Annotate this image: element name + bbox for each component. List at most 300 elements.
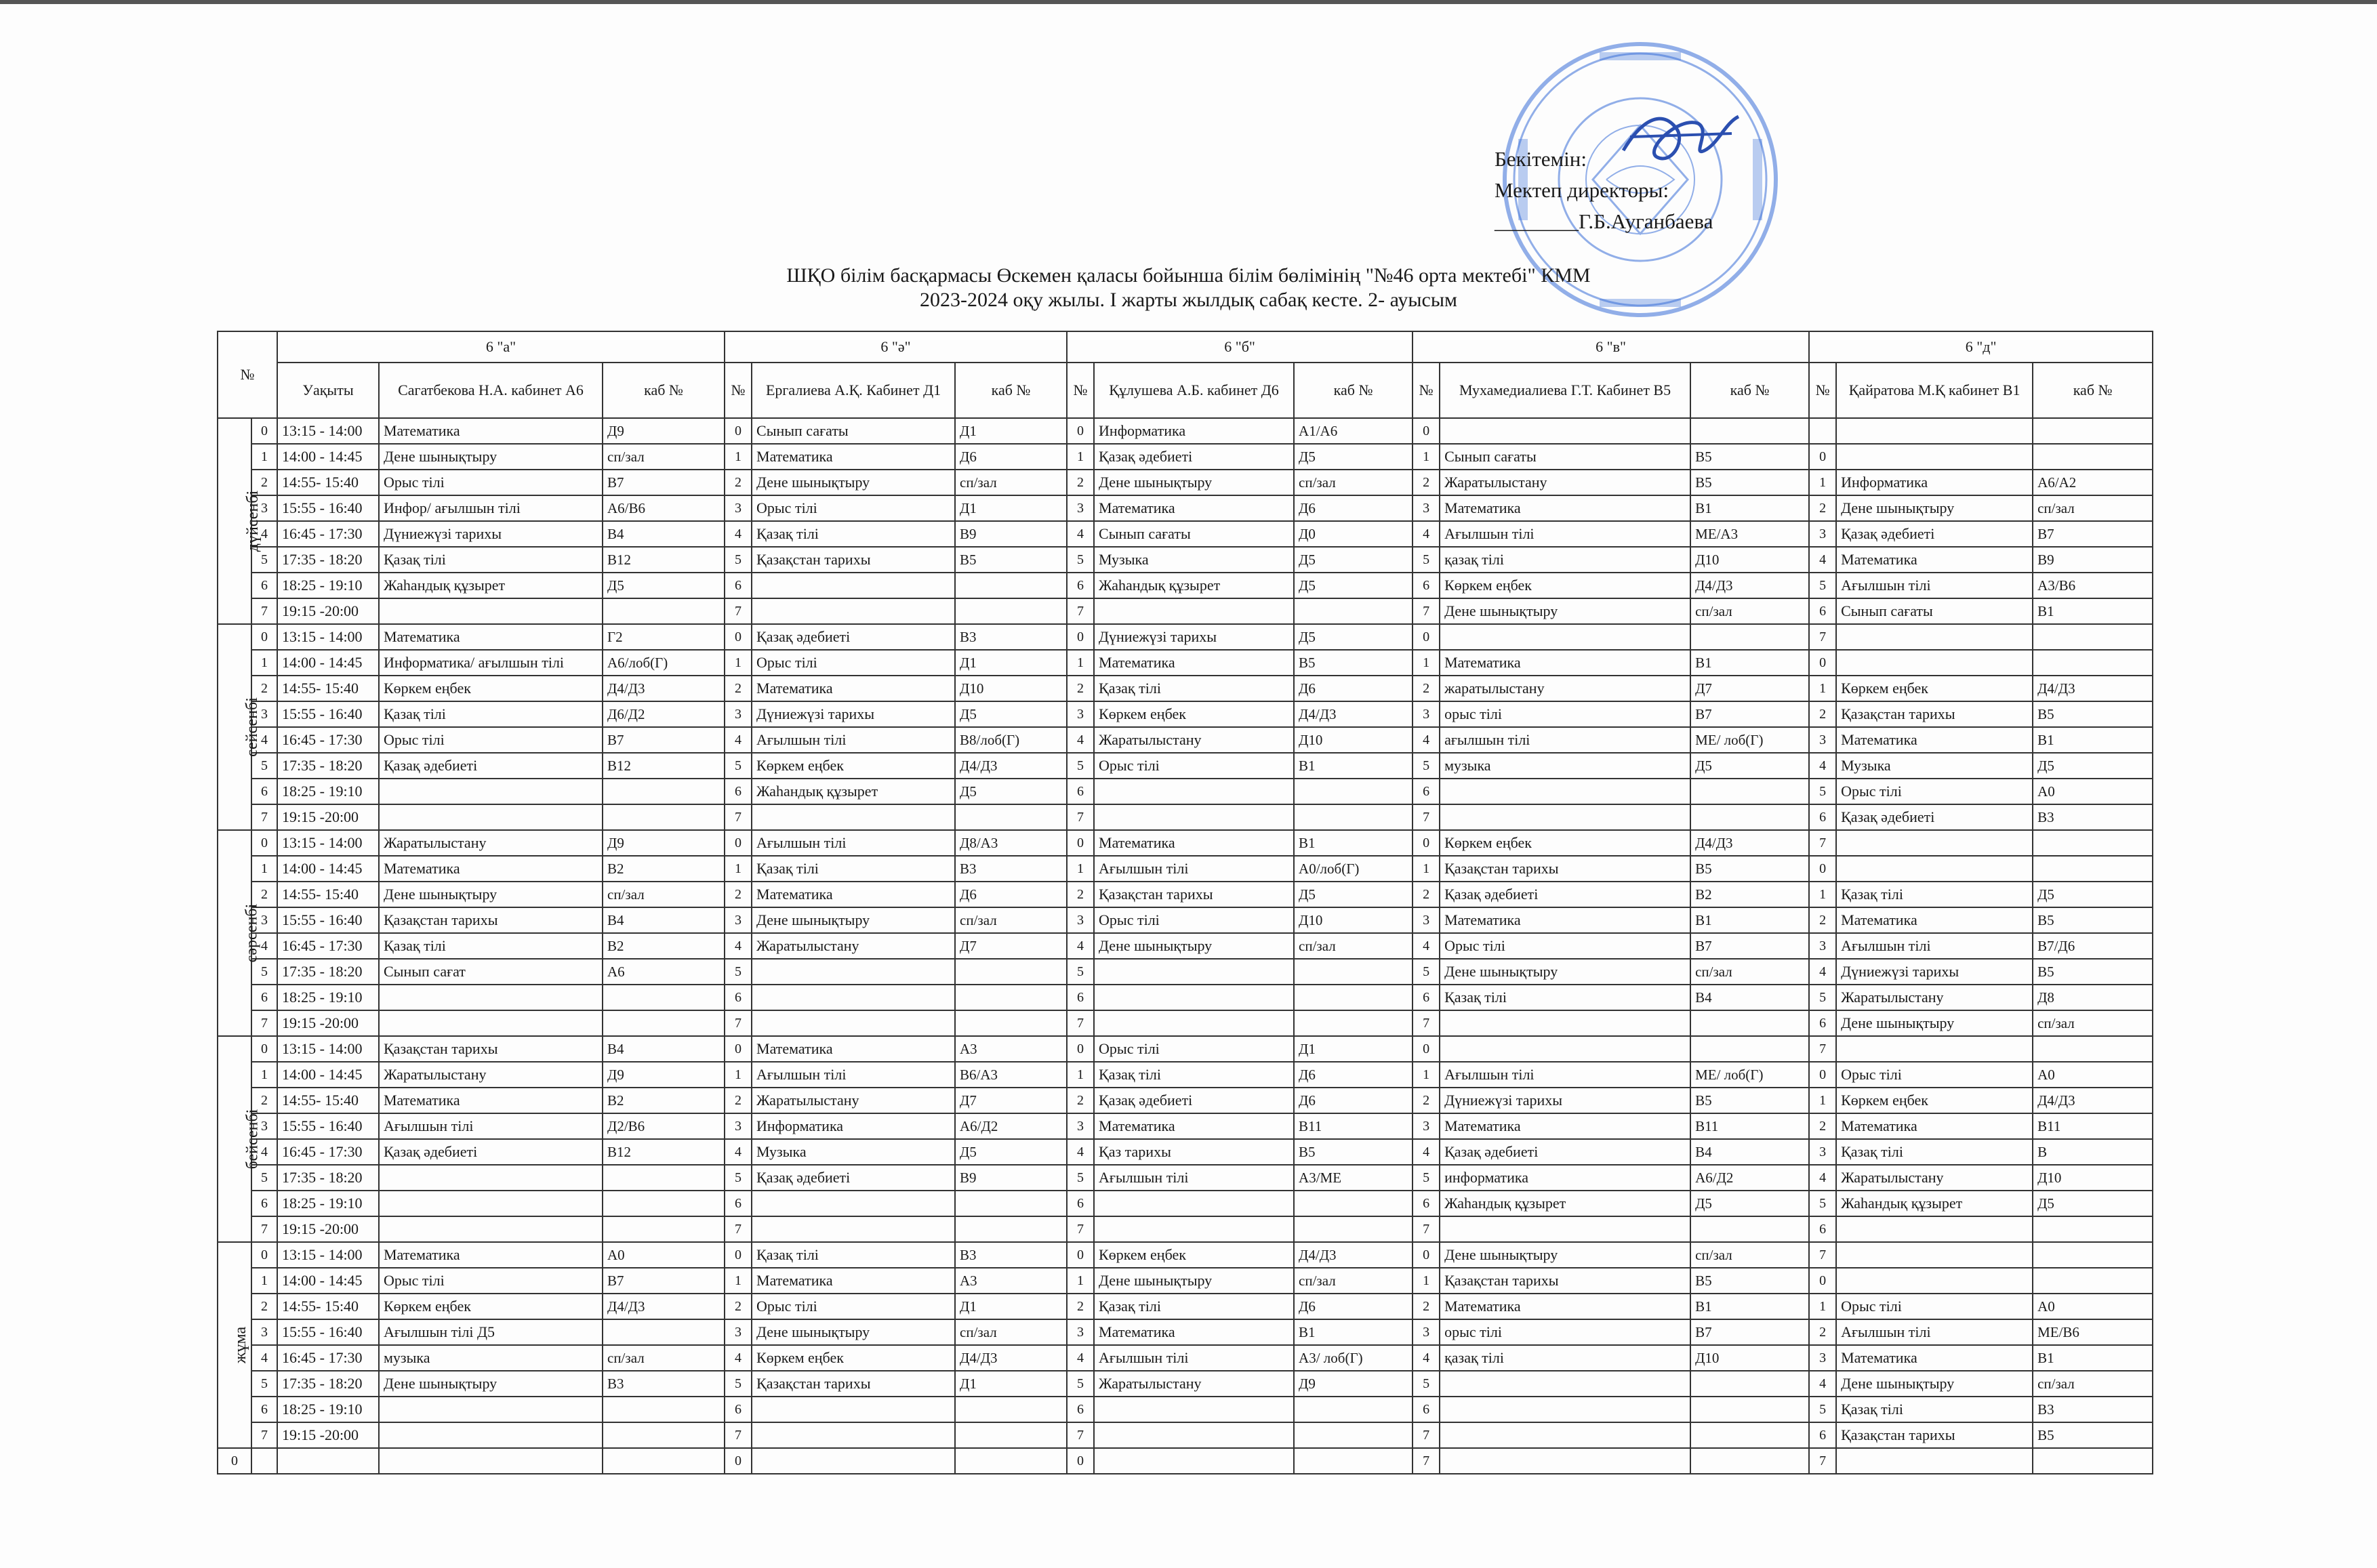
lesson-time: 15:55 - 16:40 [277, 1113, 379, 1139]
lesson-num: 7 [251, 1010, 277, 1036]
lesson-num: 6 [1809, 1422, 1836, 1448]
room: Д5 [1294, 624, 1413, 650]
lesson-time: 19:15 -20:00 [277, 598, 379, 624]
lesson-num: 3 [1809, 727, 1836, 753]
room: Д5 [1294, 547, 1413, 573]
lesson-num: 5 [1067, 1165, 1094, 1191]
lesson-time: 19:15 -20:00 [277, 1422, 379, 1448]
lesson-time: 16:45 - 17:30 [277, 933, 379, 959]
subject: Қазақ тілі [1094, 1294, 1294, 1319]
subject: Қазақ әдебиеті [1836, 804, 2033, 830]
lesson-num: 7 [1413, 1422, 1440, 1448]
room: А0 [2033, 779, 2153, 804]
subject: ағылшын тілі [1440, 727, 1690, 753]
subject [1836, 1242, 2033, 1268]
subject: Ағылшын тілі [752, 830, 955, 856]
room: А0 [2033, 1294, 2153, 1319]
room: В2 [603, 1088, 725, 1113]
lesson-time: 14:00 - 14:45 [277, 444, 379, 470]
lesson-num: 5 [1067, 1371, 1094, 1397]
lesson-num: 5 [725, 547, 752, 573]
day-label [218, 830, 261, 1036]
subject: музыка [1440, 753, 1690, 779]
room: В7 [2033, 521, 2153, 547]
lesson-num: 7 [1809, 1242, 1836, 1268]
subject [379, 985, 603, 1010]
lesson-num: 1 [1413, 650, 1440, 676]
lesson-num: 4 [251, 1345, 277, 1371]
lesson-num: 5 [251, 1165, 277, 1191]
subject [379, 598, 603, 624]
room: В7 [603, 470, 725, 495]
room: сп/зал [955, 907, 1067, 933]
room: Д7 [1690, 676, 1809, 701]
lesson-num: 5 [725, 1165, 752, 1191]
lesson-num: 7 [725, 598, 752, 624]
subject: Жаратылыстану [1836, 985, 2033, 1010]
subject: Дене шынықтыру [1094, 470, 1294, 495]
table-row [218, 1294, 2153, 1319]
lesson-num: 6 [251, 779, 277, 804]
subject: Математика [1094, 1319, 1294, 1345]
subject: Дене шынықтыру [1094, 1268, 1294, 1294]
room: А6/В6 [603, 495, 725, 521]
lesson-num: 7 [725, 804, 752, 830]
subject [1094, 1422, 1294, 1448]
room [603, 1010, 725, 1036]
lesson-time: 14:00 - 14:45 [277, 1062, 379, 1088]
class-name-header: 6 "д" [1809, 331, 2153, 363]
room: В8/лоб(Г) [955, 727, 1067, 753]
subject [1836, 650, 2033, 676]
room: В5 [1690, 856, 1809, 882]
subject: Ағылшын тілі [379, 1113, 603, 1139]
lesson-num: 5 [1809, 985, 1836, 1010]
lesson-num: 6 [1067, 779, 1094, 804]
subject [752, 1448, 955, 1474]
lesson-num: 6 [251, 1191, 277, 1216]
subject: Қазақстан тарихы [379, 907, 603, 933]
lesson-num: 1 [1067, 650, 1094, 676]
lesson-time: 18:25 - 19:10 [277, 573, 379, 598]
room [603, 804, 725, 830]
room: В3 [955, 1242, 1067, 1268]
subject [752, 804, 955, 830]
room: В1 [2033, 598, 2153, 624]
approval-block [1495, 144, 1713, 237]
subject: Математика [379, 418, 603, 444]
subject [379, 1448, 603, 1474]
room: Д5 [603, 573, 725, 598]
room: А6 [603, 959, 725, 985]
lesson-num: 6 [251, 985, 277, 1010]
room: В7 [1690, 1319, 1809, 1345]
room [955, 985, 1067, 1010]
lesson-num: 1 [1413, 856, 1440, 882]
subject [752, 1422, 955, 1448]
subject: Дене шынықтыру [1836, 1010, 2033, 1036]
subject [1836, 418, 2033, 444]
room: В4 [603, 907, 725, 933]
room: сп/зал [1690, 598, 1809, 624]
room: В5 [1690, 444, 1809, 470]
header-room: каб № [955, 363, 1067, 418]
lesson-num: 3 [1413, 701, 1440, 727]
lesson-time: 15:55 - 16:40 [277, 1319, 379, 1345]
room: А0 [603, 1242, 725, 1268]
subject: Математика [1836, 907, 2033, 933]
room: В7 [1690, 933, 1809, 959]
lesson-num: 5 [1067, 753, 1094, 779]
room: сп/зал [2033, 1371, 2153, 1397]
header-row-columns [218, 363, 2153, 418]
subject: Дене шынықтыру [1440, 598, 1690, 624]
room: В7/Д6 [2033, 933, 2153, 959]
subject: Жаһандық құзырет [1440, 1191, 1690, 1216]
room: МЕ/ лоб(Г) [1690, 1062, 1809, 1088]
room: А3/ лоб(Г) [1294, 1345, 1413, 1371]
class-name-header: 6 "а" [277, 331, 725, 363]
subject: Дене шынықтыру [1094, 933, 1294, 959]
room: В7 [603, 1268, 725, 1294]
subject [379, 1422, 603, 1448]
lesson-num: 4 [1067, 727, 1094, 753]
lesson-num: 7 [251, 1216, 277, 1242]
room [1294, 779, 1413, 804]
room [1690, 418, 1809, 444]
lesson-time: 14:55- 15:40 [277, 470, 379, 495]
header-num: № [218, 331, 277, 418]
scan-top-edge [0, 0, 2377, 4]
lesson-num: 4 [725, 1345, 752, 1371]
lesson-num: 1 [725, 856, 752, 882]
lesson-num: 4 [251, 727, 277, 753]
subject: Ағылшын тілі [752, 727, 955, 753]
subject: Орыс тілі [379, 1268, 603, 1294]
subject: Қазақ тілі [752, 856, 955, 882]
table-row [218, 727, 2153, 753]
subject: Математика [1836, 547, 2033, 573]
lesson-num: 6 [1067, 1397, 1094, 1422]
subject: Қазақ тілі [1836, 1397, 2033, 1422]
room [603, 1191, 725, 1216]
subject [752, 1216, 955, 1242]
room [603, 1165, 725, 1191]
signature-mark [1617, 103, 1745, 178]
day-label [218, 1242, 251, 1448]
room: Д4/Д3 [1690, 573, 1809, 598]
subject: орыс тілі [1440, 1319, 1690, 1345]
lesson-num: 0 [1067, 624, 1094, 650]
subject: Дене шынықтыру [1440, 1242, 1690, 1268]
table-row [218, 1242, 2153, 1268]
header-room: каб № [603, 363, 725, 418]
subject [1094, 985, 1294, 1010]
subject: Математика [1440, 495, 1690, 521]
day-label [218, 418, 262, 624]
subject [379, 1165, 603, 1191]
lesson-num: 2 [1809, 1319, 1836, 1345]
lesson-num: 0 [1413, 830, 1440, 856]
subject: Орыс тілі [1836, 1062, 2033, 1088]
lesson-num: 0 [251, 1242, 277, 1268]
lesson-num: 3 [1809, 1139, 1836, 1165]
subject: Қазақстан тарихы [1440, 1268, 1690, 1294]
room: Д4/Д3 [603, 676, 725, 701]
room: Д9 [603, 418, 725, 444]
subject: Жаратылыстану [379, 830, 603, 856]
subject: Математика [752, 1036, 955, 1062]
subject: Қазақ тілі [752, 1242, 955, 1268]
subject [1836, 856, 2033, 882]
lesson-num: 7 [1413, 804, 1440, 830]
lesson-num: 7 [725, 1010, 752, 1036]
room: Д4/Д3 [1294, 701, 1413, 727]
lesson-num: 2 [1067, 1088, 1094, 1113]
room: Д10 [1294, 907, 1413, 933]
lesson-num: 2 [725, 882, 752, 907]
room [2033, 830, 2153, 856]
room [603, 1216, 725, 1242]
room: Д1 [955, 418, 1067, 444]
room: Д5 [955, 779, 1067, 804]
lesson-time: 14:55- 15:40 [277, 882, 379, 907]
header-lesson-num: № [1809, 363, 1836, 418]
table-row [218, 1216, 2153, 1242]
subject: Дүниежүзі тарихы [1094, 624, 1294, 650]
lesson-num: 1 [725, 444, 752, 470]
room: В1 [1690, 907, 1809, 933]
lesson-num: 0 [1067, 1242, 1094, 1268]
room: В4 [1690, 1139, 1809, 1165]
lesson-num: 6 [251, 573, 277, 598]
lesson-num: 2 [1413, 882, 1440, 907]
room: Д5 [1690, 1191, 1809, 1216]
lesson-num: 0 [1413, 1036, 1440, 1062]
room [955, 1422, 1067, 1448]
subject: Дене шынықтыру [379, 1371, 603, 1397]
room: В1 [2033, 1345, 2153, 1371]
lesson-num: 4 [1809, 547, 1836, 573]
room: В5 [1294, 1139, 1413, 1165]
table-row [218, 444, 2153, 470]
room: Д10 [1690, 547, 1809, 573]
room [955, 598, 1067, 624]
lesson-num: 5 [251, 547, 277, 573]
room: сп/зал [2033, 495, 2153, 521]
lesson-num: 5 [251, 753, 277, 779]
subject: Сынып сағат [379, 959, 603, 985]
room [2033, 1216, 2153, 1242]
lesson-num: 3 [1067, 1113, 1094, 1139]
lesson-num: 2 [725, 470, 752, 495]
lesson-time: 13:15 - 14:00 [277, 830, 379, 856]
room [955, 573, 1067, 598]
subject: Ағылшын тілі [1094, 1345, 1294, 1371]
lesson-num: 3 [1809, 1345, 1836, 1371]
room [2033, 1268, 2153, 1294]
lesson-num: 6 [1809, 804, 1836, 830]
lesson-num: 2 [1413, 1294, 1440, 1319]
day-name: дүйсенбі [244, 490, 262, 552]
approve-line2: Мектеп директоры: [1495, 178, 1669, 202]
room [1690, 1448, 1809, 1474]
subject: Көркем еңбек [752, 753, 955, 779]
subject: Математика [379, 856, 603, 882]
lesson-num: 4 [251, 933, 277, 959]
subject: Математика [1094, 1113, 1294, 1139]
lesson-num: 3 [1067, 907, 1094, 933]
lesson-num: 4 [725, 521, 752, 547]
room: В6/А3 [955, 1062, 1067, 1088]
subject: Ағылшын тілі [1836, 933, 2033, 959]
header-teacher: Сагатбекова Н.А. кабинет А6 [379, 363, 603, 418]
lesson-time: 19:15 -20:00 [277, 1216, 379, 1242]
day-name: жұма [232, 1326, 250, 1364]
room [603, 779, 725, 804]
table-row [218, 624, 2153, 650]
lesson-num: 7 [251, 598, 277, 624]
class-name-header: 6 "б" [1067, 331, 1413, 363]
subject: Сынып сағаты [752, 418, 955, 444]
lesson-num: 6 [251, 1397, 277, 1422]
subject: Дене шынықтыру [752, 470, 955, 495]
subject: Математика [752, 444, 955, 470]
subject: орыс тілі [1440, 701, 1690, 727]
room: сп/зал [2033, 1010, 2153, 1036]
lesson-num: 3 [725, 907, 752, 933]
room: В12 [603, 1139, 725, 1165]
day-name: бейсенбі [243, 1109, 262, 1170]
subject [1440, 1036, 1690, 1062]
lesson-num: 4 [725, 1139, 752, 1165]
subject: Жаратылыстану [379, 1062, 603, 1088]
lesson-num: 7 [1809, 1036, 1836, 1062]
subject: Қазақстан тарихы [752, 547, 955, 573]
subject: Жаһандық құзырет [379, 573, 603, 598]
table-row [218, 1345, 2153, 1371]
lesson-num: 2 [1413, 1088, 1440, 1113]
room: В5 [2033, 701, 2153, 727]
approve-line3: ________Г.Б.Аугaнбаева [1495, 209, 1713, 233]
lesson-time: 18:25 - 19:10 [277, 1397, 379, 1422]
document-subtitle: 2023-2024 оқу жылы. І жарты жылдық сабақ кесте. 2- ауысым [919, 289, 1457, 311]
lesson-num: 7 [1413, 598, 1440, 624]
subject [1836, 1036, 2033, 1062]
room: В11 [1690, 1113, 1809, 1139]
subject: Қазақ әдебиеті [752, 624, 955, 650]
subject: Дүниежүзі тарихы [379, 521, 603, 547]
room: В9 [955, 1165, 1067, 1191]
room: В7 [1690, 701, 1809, 727]
table-row [218, 882, 2153, 907]
lesson-num: 2 [1809, 495, 1836, 521]
subject [1836, 624, 2033, 650]
room: Д6 [1294, 1294, 1413, 1319]
header-row-classes [218, 331, 2153, 363]
subject: Дене шынықтыру [379, 882, 603, 907]
subject: Ағылшын тілі [1440, 521, 1690, 547]
room: сп/зал [1690, 959, 1809, 985]
subject: Дене шынықтыру [1836, 495, 2033, 521]
room: Д5 [955, 701, 1067, 727]
room: Д5 [1294, 444, 1413, 470]
room: А6/лоб(Г) [603, 650, 725, 676]
lesson-num: 4 [1413, 1345, 1440, 1371]
room [1690, 1216, 1809, 1242]
subject: Сынып сағаты [1836, 598, 2033, 624]
lesson-num: 5 [1809, 779, 1836, 804]
subject: Музыка [1094, 547, 1294, 573]
lesson-num: 1 [1809, 882, 1836, 907]
room: Д5 [1690, 753, 1809, 779]
lesson-num: 1 [251, 444, 277, 470]
room: В1 [1690, 1294, 1809, 1319]
table-row-footer [218, 1448, 2153, 1474]
room [955, 1448, 1067, 1474]
room: Д8/А3 [955, 830, 1067, 856]
subject: Қазақстан тарихы [1836, 1422, 2033, 1448]
room [603, 1422, 725, 1448]
room: В5 [2033, 1422, 2153, 1448]
lesson-num: 7 [251, 1422, 277, 1448]
subject [1836, 444, 2033, 470]
lesson-num: 5 [1413, 1371, 1440, 1397]
lesson-time: 13:15 - 14:00 [277, 624, 379, 650]
subject: Математика [1836, 1345, 2033, 1371]
table-row [218, 907, 2153, 933]
lesson-num: 2 [1413, 676, 1440, 701]
room: А6/Д2 [955, 1113, 1067, 1139]
lesson-num: 0 [725, 1448, 752, 1474]
room: Д5 [955, 1139, 1067, 1165]
lesson-num: 4 [1809, 1371, 1836, 1397]
subject: жаратылыстану [1440, 676, 1690, 701]
subject: музыка [379, 1345, 603, 1371]
table-row [218, 521, 2153, 547]
subject: Дүниежүзі тарихы [1440, 1088, 1690, 1113]
room: В7 [603, 727, 725, 753]
header-room: каб № [1294, 363, 1413, 418]
subject [1836, 1216, 2033, 1242]
table-row [218, 1191, 2153, 1216]
room: Г2 [603, 624, 725, 650]
lesson-num: 2 [725, 676, 752, 701]
lesson-num: 7 [1809, 1448, 1836, 1474]
lesson-time: 17:35 - 18:20 [277, 753, 379, 779]
room: Д5 [2033, 882, 2153, 907]
lesson-num: 3 [1413, 1113, 1440, 1139]
room [955, 804, 1067, 830]
lesson-num: 6 [1067, 1191, 1094, 1216]
room: сп/зал [955, 1319, 1067, 1345]
room: сп/зал [603, 882, 725, 907]
lesson-num: 6 [1413, 573, 1440, 598]
lesson-num: 2 [725, 1294, 752, 1319]
subject: Көркем еңбек [379, 1294, 603, 1319]
lesson-num: 7 [1413, 1448, 1440, 1474]
room [1690, 1371, 1809, 1397]
subject: Орыс тілі [1440, 933, 1690, 959]
subject [1836, 1448, 2033, 1474]
lesson-time: 17:35 - 18:20 [277, 1371, 379, 1397]
subject: Орыс тілі [1094, 753, 1294, 779]
room: Д4/Д3 [955, 1345, 1067, 1371]
room: Д1 [1294, 1036, 1413, 1062]
lesson-num: 6 [1067, 985, 1094, 1010]
lesson-num: 1 [1809, 676, 1836, 701]
subject: Көркем еңбек [1836, 1088, 2033, 1113]
